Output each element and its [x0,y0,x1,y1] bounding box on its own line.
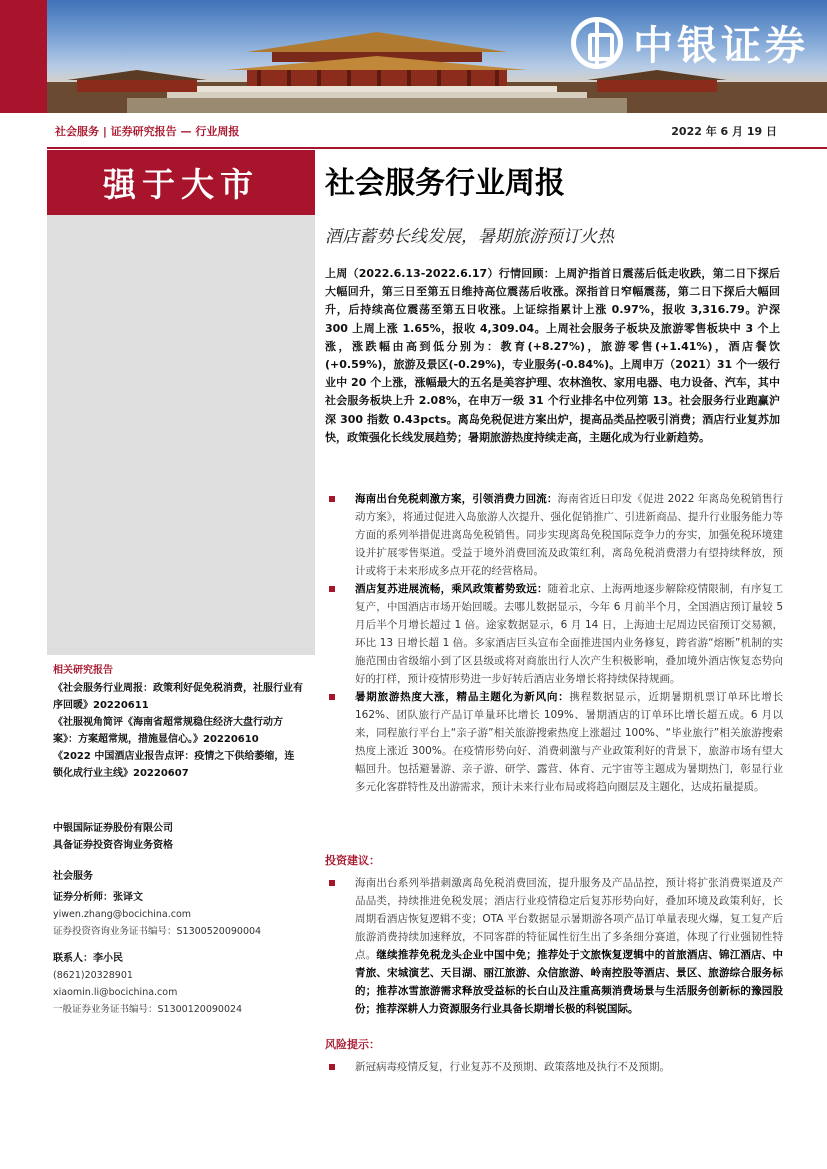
highlight-item: 酒店复苏进展流畅，乘风政策蓄势致远：随着北京、上海两地逐步解除疫情限制，有序复工复产，中国酒店市场开始回暖。去哪儿数据显示，今年 6 月前半个月，全国酒店预订量较 5 月后半个月增长超过 1 倍。途家数据显示，6 月 14 日，上海迪士尼周边民宿预订交易额，环比 13 日增长超 1 倍。多家酒店巨头宣布全面推进国内业务修复，跨省游“熔断”机制的实施范围由省级缩小到了区县级或将对商旅出行人次产生积极影响，叠加境外酒店恢复态势向好的打样，预计疫情形势进一步好转后酒店业务增长将持续保持规画。 [325,580,783,688]
company-name: 中银国际证券股份有限公司 [53,823,173,834]
contact-email[interactable]: xiaomin.li@bocichina.com [53,987,178,998]
left-margin [0,0,47,1169]
highlight-item: 暑期旅游热度大涨，精品主题化为新风向：携程数据显示，近期暑期机票订单环比增长 162%、团队旅行产品订单量环比增长 109%、暑期酒店的订单环比增长超五成。6 月以来，同程旅行平台上“亲子游”相关旅游搜索热度上涨超过 100%、“毕业旅行”相关旅游搜索热度上涨近 300%。在疫情形势向好、消费刺激与产业政策利好的背景下，旅游市场有望大幅回升。包括避暑游、亲子游、研学、露营、体育、元宇宙等主题成为暑期热门，彰显行业多元化客群特性及出游需求，预计未来行业布局或将趋向圈层及主题化，达成拓量提质。 [325,688,783,796]
sidebar-panel [47,215,315,655]
brand-logo [571,14,809,71]
market-review-summary: 上周（2022.6.13-2022.6.17）行情回顾：上周沪指首日震荡后低走收跌，第二日下探后大幅回升，第三日至第五日维持高位震荡后收涨。深指首日窄幅震荡，第二日下探后大幅回升，后持续高位震荡至第五日收涨。上证综指累计上涨 0.97%，报收 3,316.79。沪深 300 上周上涨 1.65%，报收 4,309.04。上周社会服务子板块及旅游零售板块中 3 个上涨，涨跌幅由高到低分别为：教育(+8.27%)，旅游零售(+1.41%)，酒店餐饮(+0.59%)，旅游及景区(-0.29%)，专业服务(-0.84%)。上周申万（2021）31 个一级行业中 20 个上涨，涨幅最大的五名是美容护理、农林渔牧、家用电器、电力设备、汽车，其中社会服务板块上升 2.08%，在申万一级 31 个行业排名中位列第 13。社会服务行业跑赢沪深 300 指数 0.43pcts。离岛免税促进方案出炉，提高品类品控吸引消费；酒店行业复苏加快，政策强化长线发展趋势；暑期旅游热度持续走高，主题化成为行业新趋势。 [325,267,780,444]
report-category: 社会服务 | 证券研究报告 — 行业周报 [55,125,240,138]
category-bar [47,113,827,149]
related-report-item: 《社服视角简评《海南省超常规稳住经济大盘行动方案》：方案超常规，措施显信心。》20220610 [53,717,283,745]
bullet-square-icon [329,586,335,592]
company-qualification: 具备证券投资咨询业务资格 [53,840,173,851]
sidebar [53,662,303,1018]
report-subtitle: 酒店蓄势长线发展，暑期旅游预订火热 [325,227,614,247]
analyst-cert: 证券投资咨询业务证书编号：S1300520090004 [53,926,262,937]
investment-section [325,852,783,1018]
analyst-line: 证券分析师：张译文 [53,892,143,903]
risk-heading: 风险提示： [325,1038,380,1051]
related-report-item: 《2022 中国酒店业报告点评：疫情之下供给萎缩，连锁化成行业主线》20220607 [53,751,295,779]
investment-heading: 投资建议： [325,854,380,867]
analyst-email[interactable]: yiwen.zhang@bocichina.com [53,909,192,920]
report-header [325,150,795,248]
header-banner [47,0,827,113]
related-reports-heading: 相关研究报告 [53,665,113,676]
risk-item: 新冠病毒疫情反复，行业复苏不及预期、政策落地及执行不及预期。 [325,1058,783,1076]
left-accent-stripe [0,0,47,113]
investment-item: 海南出台系列举措刺激离岛免税消费回流，提升服务及产品品控，预计将扩张消费渠道及产品品类，持续推进免税发展；酒店行业疫情稳定后复苏形势向好，叠加环境及政策利好，长周期看酒店恢复逻辑不变；OTA 平台数据显示暑期游各项产品订单量表现火爆，复工复产后旅游消费持续加速释放，不同客群的特征属性衍生出了多条细分赛道，体现了行业强韧性特点。继续推荐免税龙头企业中国中免；推荐处于文旅恢复逻辑中的首旅酒店、锦江酒店、中青旅、宋城演艺、天目湖、丽江旅游、众信旅游、岭南控股等酒店、景区、旅游综合服务标的；推荐冰雪旅游需求释放受益标的长白山及注重高频消费场景与生活服务创新标的豫园股份；推荐深耕人力资源服务行业具备长期增长极的科锐国际。 [325,874,783,1018]
related-report-item: 《社会服务行业周报：政策利好促免税消费，社服行业有序回暖》20220611 [53,683,303,711]
rating-badge: 强于大市 [47,150,315,215]
contact-phone: (8621)20328901 [53,970,133,981]
report-title: 社会服务行业周报 [325,166,565,201]
highlights-section [325,490,783,796]
bullet-square-icon [329,880,335,886]
brand-name: 中银证券 [633,22,809,69]
sector-label: 社会服务 [53,871,93,882]
bullet-square-icon [329,496,335,502]
contact-cert: 一般证券业务证书编号：S1300120090024 [53,1004,243,1015]
boc-logo-icon [571,17,623,69]
report-date: 2022 年 6 月 19 日 [671,125,777,138]
highlight-item: 海南出台免税刺激方案，引领消费力回流：海南省近日印发《促进 2022 年离岛免税销售行动方案》，将通过促进入岛旅游人次提升、强化促销推广、引进新商品、提升行业服务能力等方面的系列举措促进离岛免税销售。同步实现离岛免税国际竞争力的夯实，加强免税环境建设并扩展零售渠道。受益于境外消费回流及政策红利，离岛免税消费潜力有望持续释放，预计或将于未来形成多点开花的经营格局。 [325,490,783,580]
risk-section [325,1036,783,1076]
bullet-square-icon [329,694,335,700]
bullet-square-icon [329,1064,335,1070]
contact-line: 联系人：李小民 [53,953,123,964]
